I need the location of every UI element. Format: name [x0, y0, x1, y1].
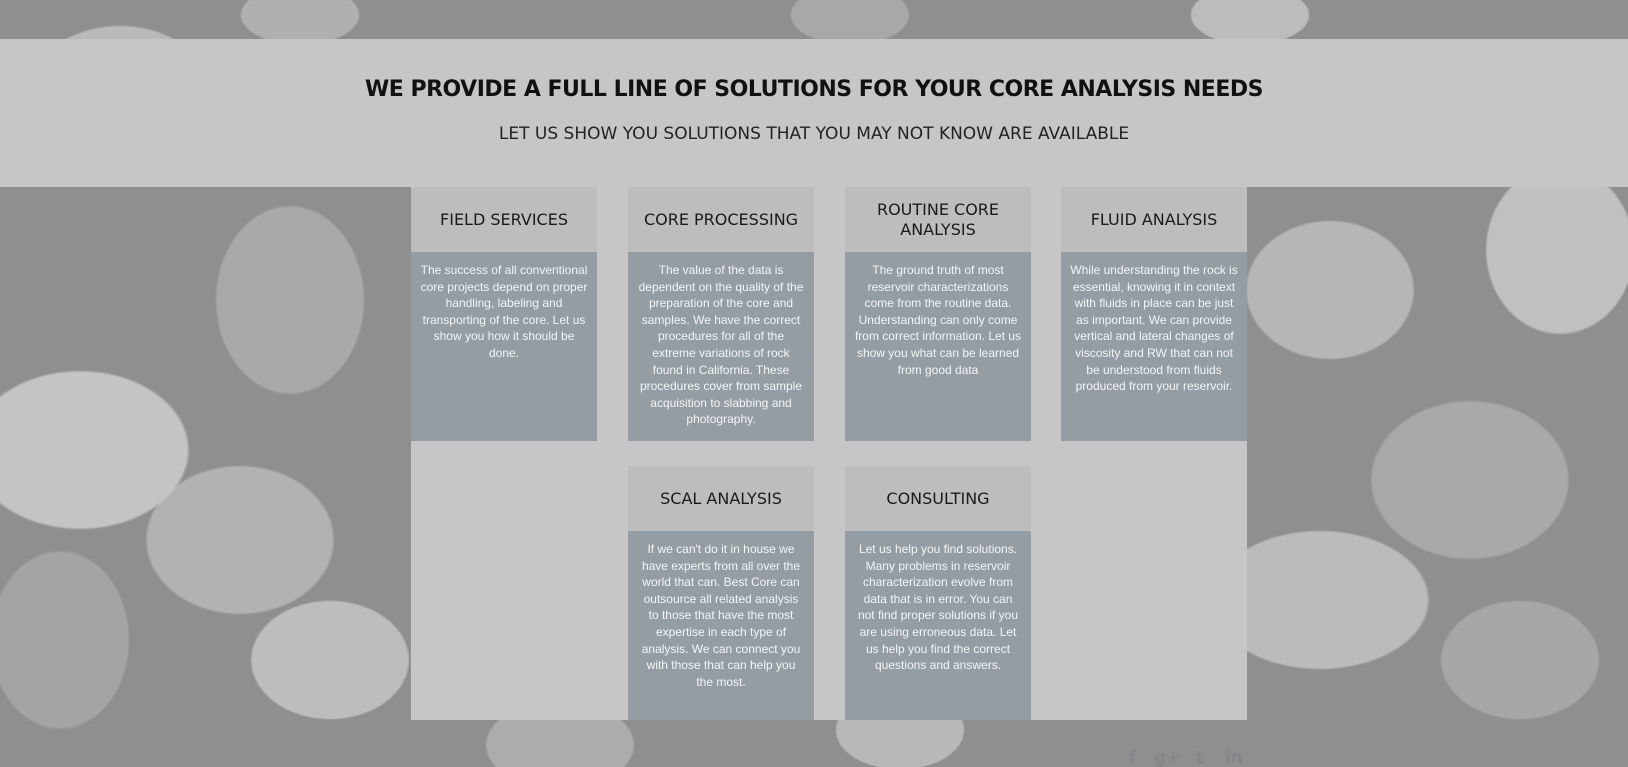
service-description: The success of all conventional core projects depend on proper handling, labeling and transporting of the core. Let us show you how it should be done.	[411, 252, 597, 441]
service-title: CORE PROCESSING	[628, 187, 814, 252]
hero-band	[0, 39, 1628, 187]
service-title: ROUTINE CORE ANALYSIS	[845, 187, 1031, 252]
service-description: Let us help you find solutions. Many problems in reservoir characterization evolve from data that is in error. You can not find proper solutions if you are using erroneous data. Let us help you find the correct questions and answers.	[845, 531, 1031, 720]
service-description: If we can't do it in house we have experts from all over the world that can. Best Core can outsource all related analysis to those that have the most expertise in each type of analysis. We can connect you with those that can help you the most.	[628, 531, 814, 720]
service-title: SCAL ANALYSIS	[628, 466, 814, 531]
social-links	[1120, 748, 1246, 767]
service-card-core-processing	[628, 187, 814, 441]
service-description: While understanding the rock is essential, knowing it in context with fluids in place can be just as important. We can provide vertical and lateral changes of viscosity and RW that can not be understood from fluids produced from your reservoir.	[1061, 252, 1247, 441]
service-description: The ground truth of most reservoir characterizations come from the routine data. Understanding can only come from correct information. Let us show you what can be learned from good data	[845, 252, 1031, 441]
service-title: CONSULTING	[845, 466, 1031, 531]
service-card-routine-core-analysis	[845, 187, 1031, 441]
service-card-fluid-analysis	[1061, 187, 1247, 441]
service-description: The value of the data is dependent on the quality of the preparation of the core and samples. We have the correct procedures for all of the extreme variations of rock found in California. These procedures cover from sample acquisition to slabbing and photography.	[628, 252, 814, 441]
twitter-icon[interactable]: t	[1195, 748, 1205, 767]
service-card-consulting	[845, 466, 1031, 720]
service-title: FLUID ANALYSIS	[1061, 187, 1247, 252]
service-card-field-services	[411, 187, 597, 441]
service-title: FIELD SERVICES	[411, 187, 597, 252]
google-plus-icon[interactable]: g+	[1154, 748, 1181, 767]
facebook-icon[interactable]: f	[1128, 748, 1136, 767]
page-subtitle: LET US SHOW YOU SOLUTIONS THAT YOU MAY NOT KNOW ARE AVAILABLE	[498, 124, 1130, 144]
linkedin-icon[interactable]: in	[1225, 748, 1243, 767]
page-title: WE PROVIDE A FULL LINE OF SOLUTIONS FOR YOUR CORE ANALYSIS NEEDS	[365, 77, 1263, 102]
service-card-scal-analysis	[628, 466, 814, 720]
